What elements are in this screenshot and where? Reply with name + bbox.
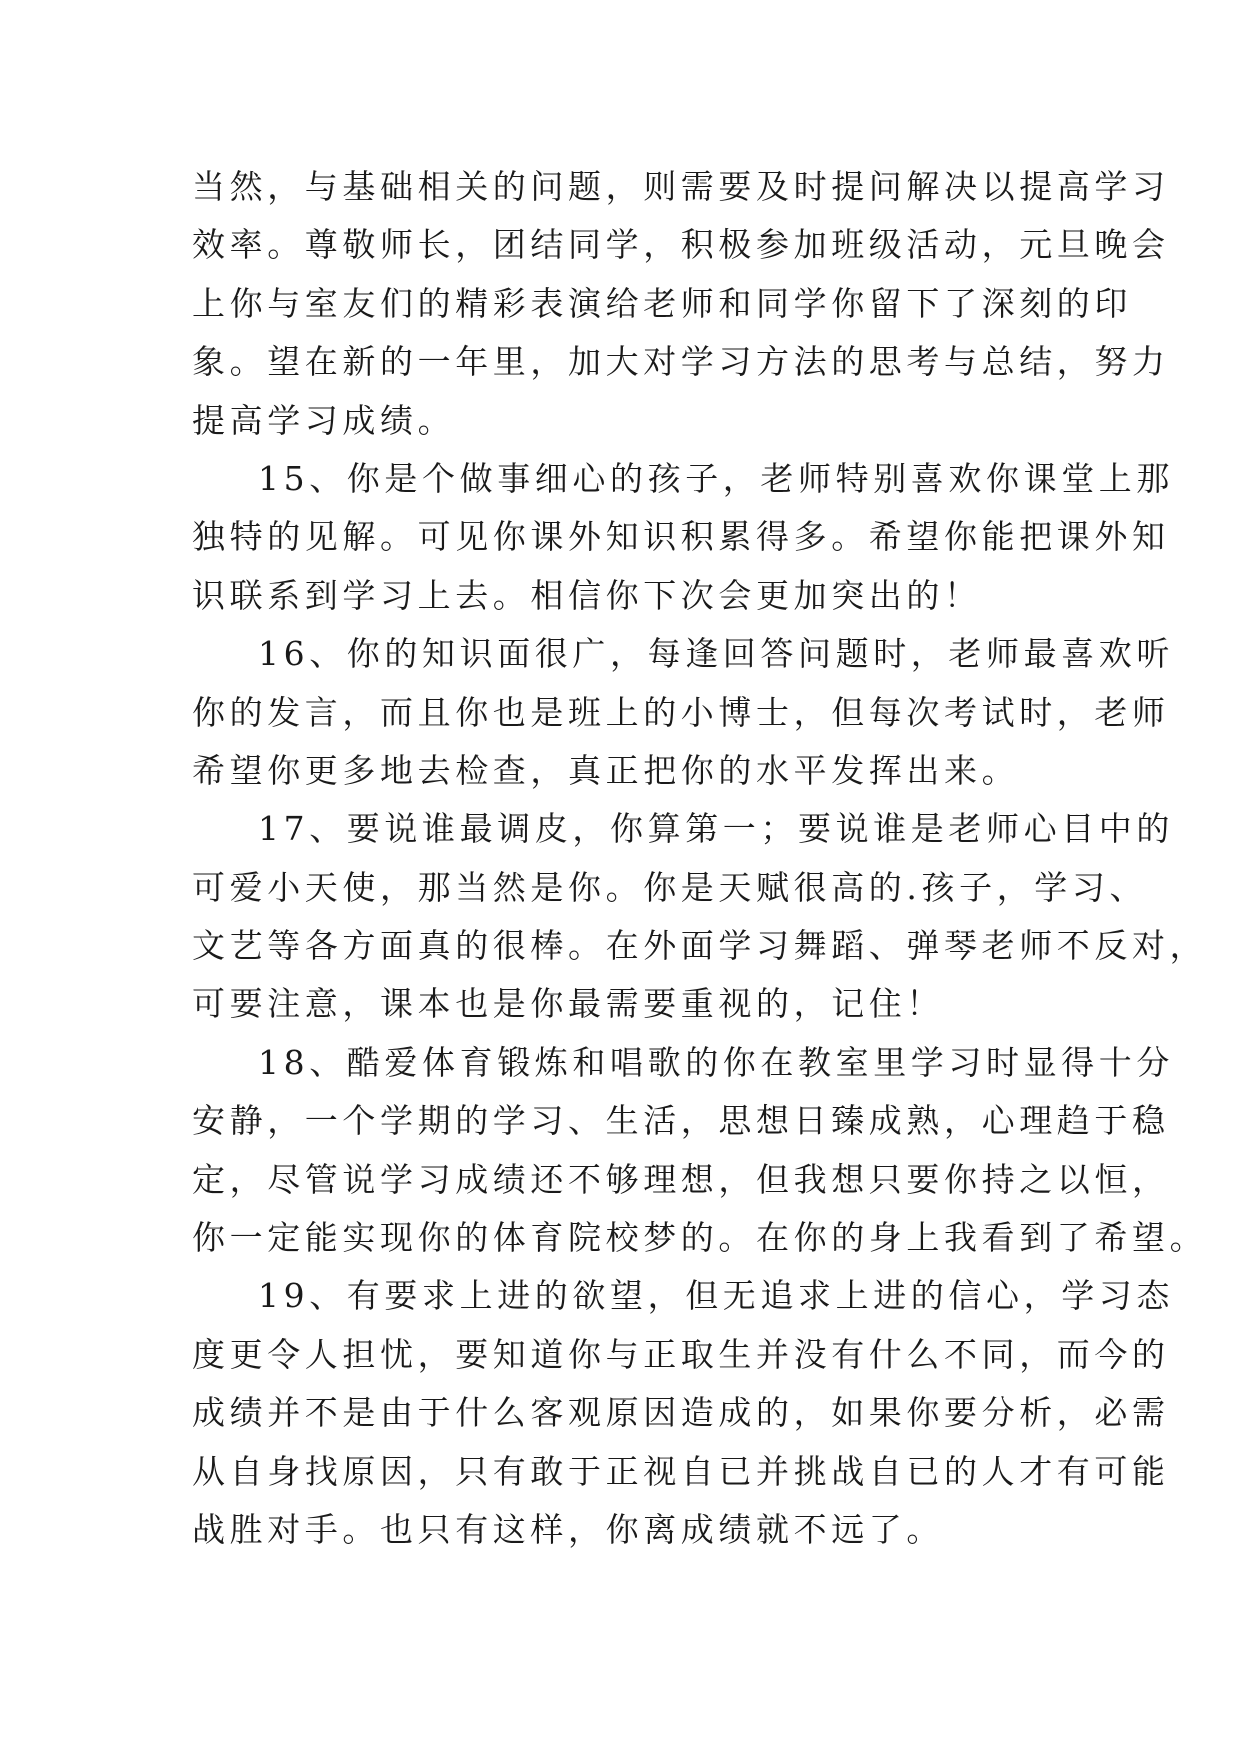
text-line: 当然，与基础相关的问题，则需要及时提问解决以提高学习 bbox=[192, 167, 1170, 206]
paragraph-16 bbox=[192, 625, 1174, 800]
paragraph-19 bbox=[192, 1267, 1174, 1559]
text-line: 你的发言，而且你也是班上的小博士，但每次考试时，老师 bbox=[192, 692, 1170, 732]
text-line: 18、酷爱体育锻炼和唱歌的你在教室里学习时显得十分 bbox=[258, 1042, 1174, 1082]
text-line: 17、要说谁最调皮，你算第一；要说谁是老师心目中的 bbox=[258, 809, 1174, 849]
text-line: 提高学习成绩。 bbox=[192, 400, 456, 440]
text-line: 你一定能实现你的体育院校梦的。在你的身上我看到了希望。 bbox=[192, 1218, 1208, 1258]
text-line: 定，尽管说学习成绩还不够理想，但我想只要你持之以恒， bbox=[192, 1159, 1170, 1199]
text-line: 象。望在新的一年里，加大对学习方法的思考与总结，努力 bbox=[192, 342, 1170, 382]
text-line: 度更令人担忧，要知道你与正取生并没有什么不同，而今的 bbox=[192, 1334, 1170, 1374]
paragraph-15 bbox=[192, 450, 1174, 625]
paragraph-18 bbox=[192, 1034, 1208, 1268]
text-line: 成绩并不是由于什么客观原因造成的，如果你要分析，必需 bbox=[192, 1393, 1170, 1433]
text-line: 识联系到学习上去。相信你下次会更加突出的！ bbox=[192, 575, 982, 615]
text-line: 可要注意，课本也是你最需要重视的，记住！ bbox=[192, 984, 944, 1024]
text-line: 16、你的知识面很广，每逢回答问题时，老师最喜欢听 bbox=[258, 634, 1174, 674]
text-line: 安静，一个学期的学习、生活，思想日臻成熟，心理趋于稳 bbox=[192, 1101, 1170, 1141]
text-line: 独特的见解。可见你课外知识积累得多。希望你能把课外知 bbox=[192, 517, 1170, 557]
paragraph-17 bbox=[192, 800, 1208, 1034]
text-line: 文艺等各方面真的很棒。在外面学习舞蹈、弹琴老师不反对， bbox=[192, 926, 1208, 966]
paragraph-continuation bbox=[192, 158, 1170, 450]
text-line: 从自身找原因，只有敢于正视自已并挑战自已的人才有可能 bbox=[192, 1451, 1170, 1491]
text-line: 15、你是个做事细心的孩子，老师特别喜欢你课堂上那 bbox=[258, 458, 1174, 498]
text-line: 上你与室友们的精彩表演给老师和同学你留下了深刻的印 bbox=[192, 283, 1132, 323]
text-line: 可爱小天使，那当然是你。你是天赋很高的.孩子，学习、 bbox=[192, 867, 1148, 907]
text-line: 希望你更多地去检查，真正把你的水平发挥出来。 bbox=[192, 750, 1020, 790]
text-line: 战胜对手。也只有这样，你离成绩就不远了。 bbox=[192, 1509, 944, 1549]
document-body bbox=[192, 158, 1208, 1559]
text-line: 效率。尊敬师长，团结同学，积极参加班级活动，元旦晚会 bbox=[192, 225, 1170, 265]
text-line: 19、有要求上进的欲望，但无追求上进的信心，学习态 bbox=[258, 1276, 1174, 1316]
